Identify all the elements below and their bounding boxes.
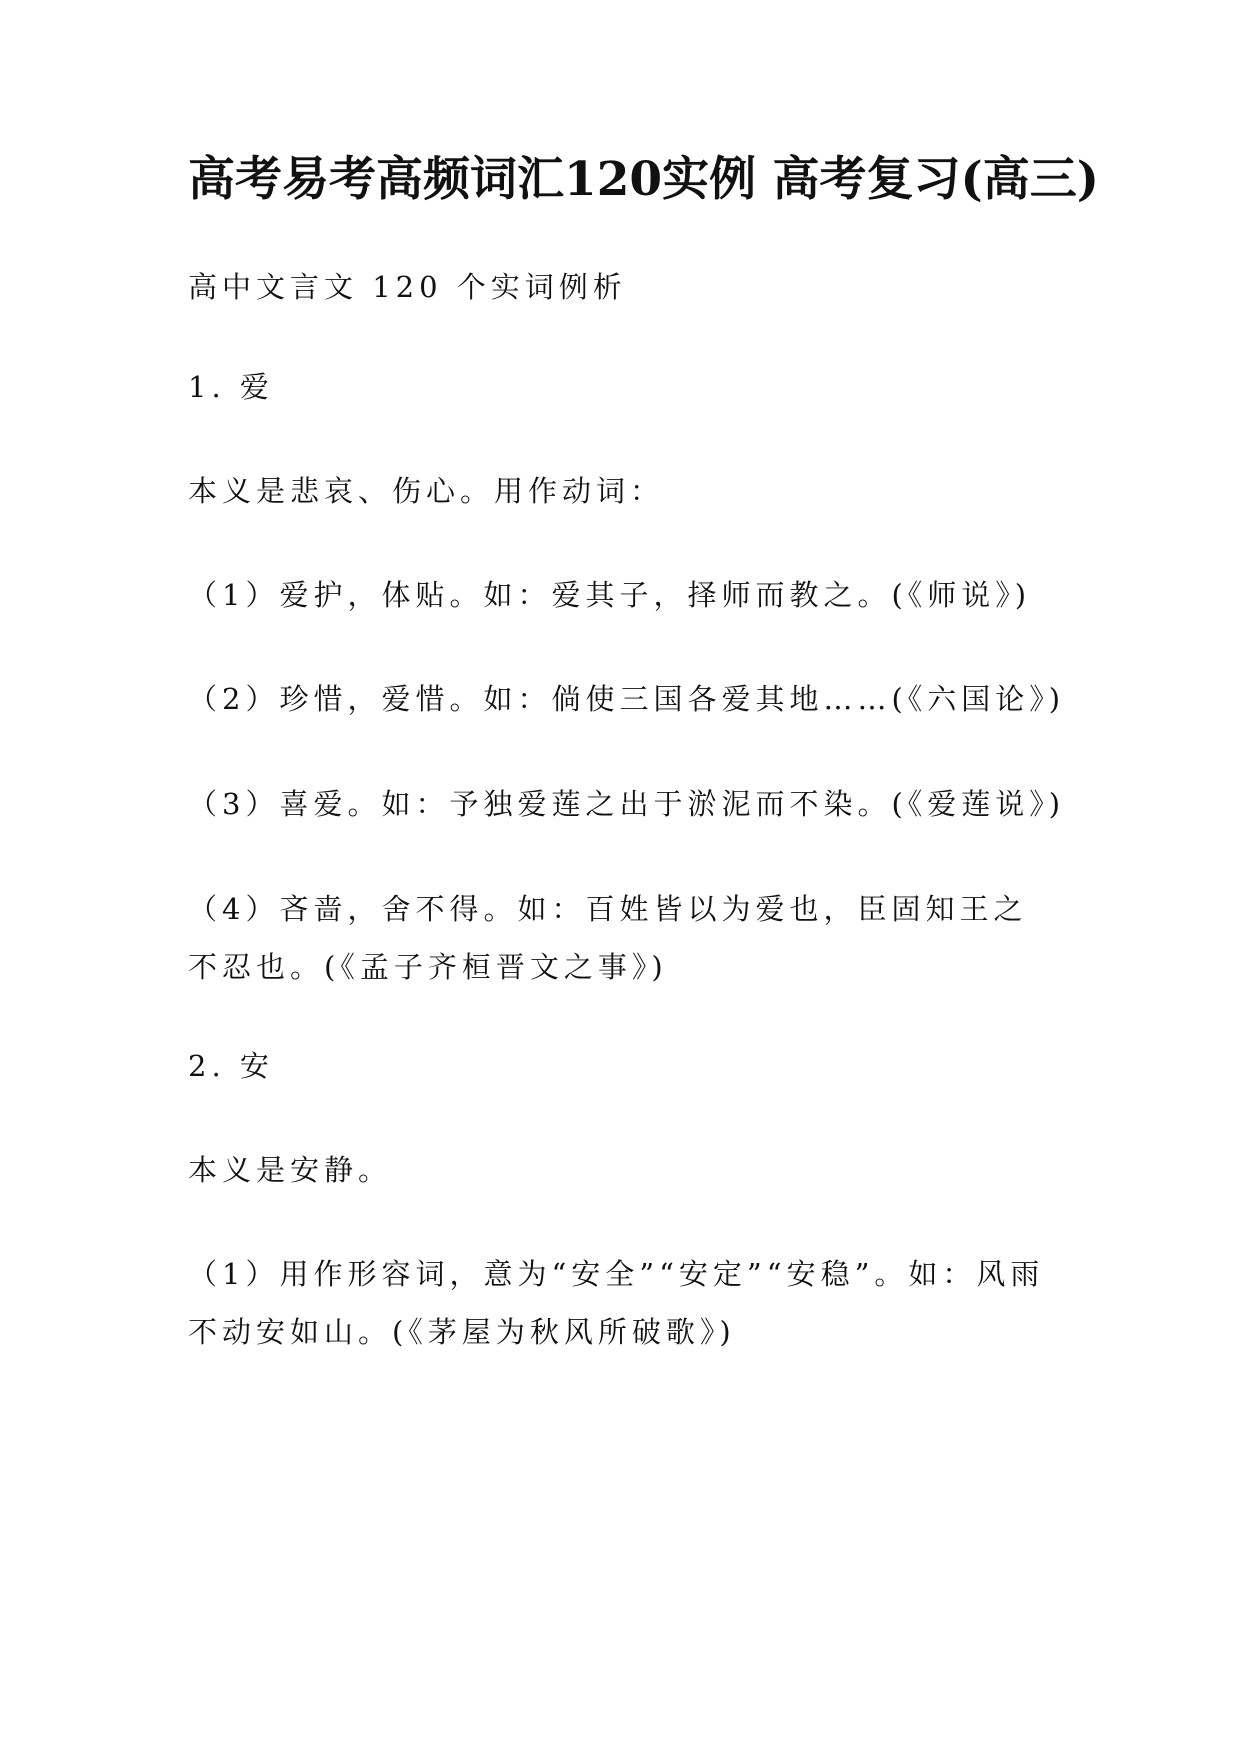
document-subtitle: 高中文言文 120 个实词例析 — [188, 270, 627, 304]
entry-definition: 本义是安静。 — [188, 1153, 393, 1187]
entry-heading: 1. 爱 — [188, 370, 274, 404]
entry-sense: （1）爱护，体贴。如：爱其子，择师而教之。(《师说》) — [188, 578, 1032, 612]
entry-sense: （2）珍惜，爱惜。如：倘使三国各爱其地……(《六国论》) — [188, 682, 1066, 716]
entry-sense: （3）喜爱。如：予独爱莲之出于淤泥而不染。(《爱莲说》) — [188, 787, 1066, 821]
entry-sense: （4）吝啬，舍不得。如：百姓皆以为爱也，臣固知王之不忍也。(《孟子齐桓晋文之事》) — [188, 892, 1028, 984]
entry-definition: 本义是悲哀、伤心。用作动词： — [188, 474, 665, 508]
entry-heading: 2. 安 — [188, 1049, 274, 1083]
document-title: 高考易考高频词汇120实例 高考复习(高三) — [188, 152, 1099, 207]
entry-sense: （1）用作形容词，意为“安全”“安定”“安稳”。如：风雨不动安如山。(《茅屋为秋风所破歌》) — [188, 1257, 1045, 1349]
